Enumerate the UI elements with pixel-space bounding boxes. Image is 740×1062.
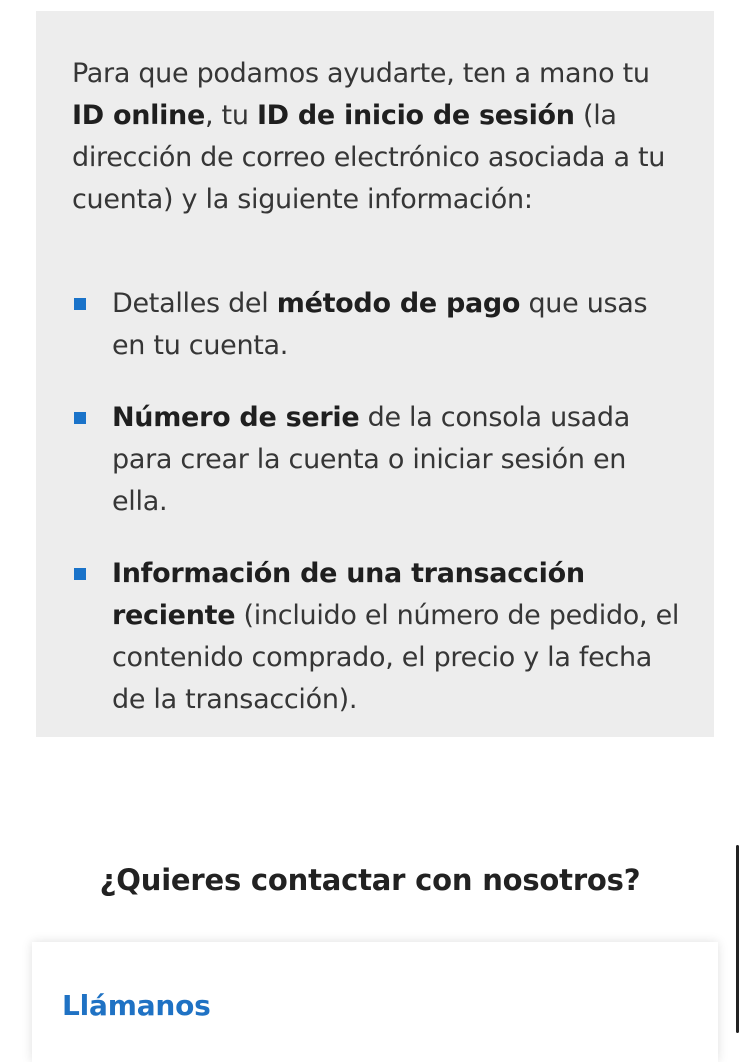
list-item-pre: Detalles del bbox=[112, 288, 277, 319]
list-item-bold: método de pago bbox=[276, 288, 521, 319]
list-item-post: de la consola usada para crear la cuenta o iniciar sesión en ella. bbox=[112, 402, 630, 517]
list-item-post: (incluido el número de pedido, el contenido comprado, el precio y la fecha de la transacción). bbox=[112, 600, 680, 715]
square-bullet-icon bbox=[74, 568, 86, 580]
call-us-link[interactable]: Llámanos bbox=[62, 989, 211, 1022]
contact-heading: ¿Quieres contactar con nosotros? bbox=[99, 863, 641, 897]
list-item-serial-number bbox=[72, 397, 684, 523]
page-scrollbar[interactable] bbox=[736, 845, 739, 1033]
required-info-list bbox=[72, 283, 684, 721]
list-item-payment-method bbox=[72, 283, 684, 367]
call-us-card[interactable] bbox=[32, 942, 718, 1062]
intro-part-1: Para que podamos ayudarte, ten a mano tu bbox=[72, 58, 650, 89]
list-item-recent-transaction bbox=[72, 553, 684, 721]
intro-online-id: ID online bbox=[72, 100, 205, 131]
intro-part-3: (la dirección de correo electrónico asociada a tu cuenta) y la siguiente información: bbox=[72, 100, 666, 215]
intro-text bbox=[72, 53, 684, 221]
square-bullet-icon bbox=[74, 412, 86, 424]
help-info-box bbox=[36, 11, 714, 737]
list-item-post: que usas en tu cuenta. bbox=[112, 288, 648, 361]
intro-part-2: , tu bbox=[204, 100, 257, 131]
list-item-bold: Información de una transacción reciente bbox=[112, 558, 585, 631]
intro-signin-id: ID de inicio de sesión bbox=[256, 100, 575, 131]
list-item-bold: Número de serie bbox=[112, 402, 360, 433]
square-bullet-icon bbox=[74, 298, 86, 310]
